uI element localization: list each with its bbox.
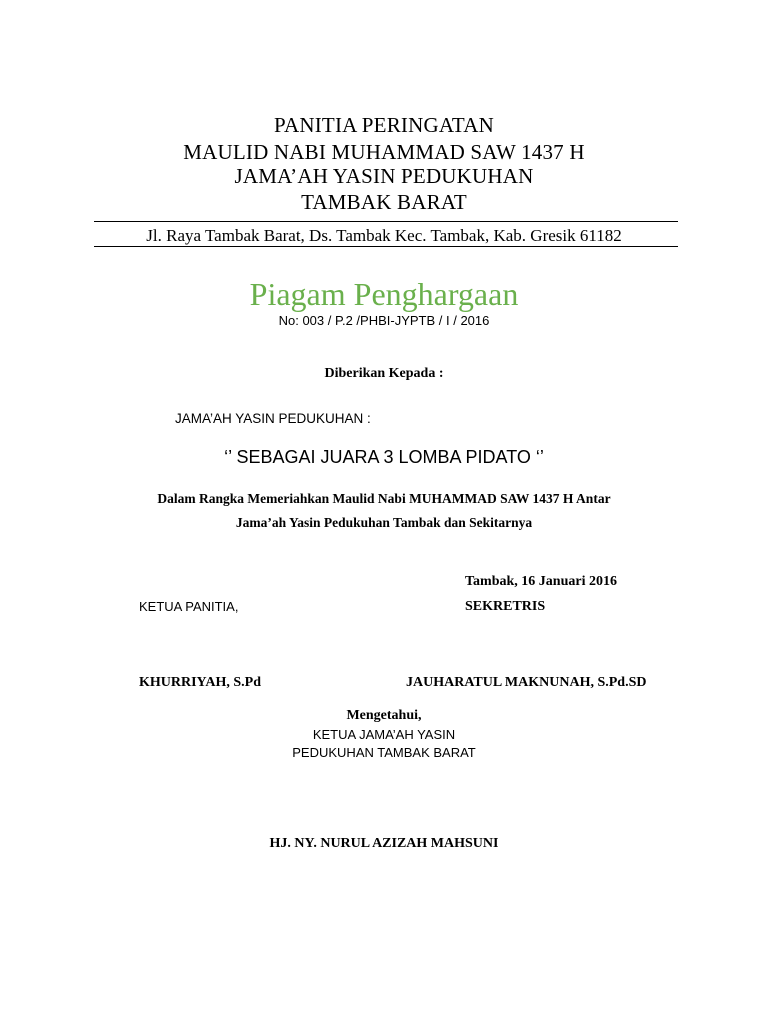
header-line-3: JAMA’AH YASIN PEDUKUHAN <box>234 164 534 188</box>
header-divider-top <box>94 221 678 222</box>
header-address: Jl. Raya Tambak Barat, Ds. Tambak Kec. Tambak, Kab. Gresik 61182 <box>146 226 622 245</box>
header-divider-bottom <box>94 246 678 247</box>
left-signatory-role: KETUA PANITIA, <box>139 599 239 614</box>
right-signatory-name: JAUHARATUL MAKNUNAH, S.Pd.SD <box>406 675 647 690</box>
header-line-4: TAMBAK BARAT <box>301 190 467 214</box>
given-to-label: Diberikan Kepada : <box>324 366 444 381</box>
acknowledged-role-line-1: KETUA JAMA’AH YASIN <box>312 727 456 742</box>
header-line-2: MAULID NABI MUHAMMAD SAW 1437 H <box>183 140 585 164</box>
achievement-text: ‘’ SEBAGAI JUARA 3 LOMBA PIDATO ‘’ <box>224 447 544 467</box>
acknowledged-role-line-2: PEDUKUHAN TAMBAK BARAT <box>292 745 476 760</box>
context-line-2: Jama’ah Yasin Pedukuhan Tambak dan Sekitarnya <box>235 515 533 530</box>
place-date: Tambak, 16 Januari 2016 <box>465 574 617 589</box>
left-signatory-name: KHURRIYAH, S.Pd <box>139 675 262 690</box>
acknowledged-name: HJ. NY. NURUL AZIZAH MAHSUNI <box>269 836 499 851</box>
certificate-title: Piagam Penghargaan <box>249 276 519 312</box>
header-line-1: PANITIA PERINGATAN <box>274 113 494 137</box>
acknowledged-label: Mengetahui, <box>346 708 422 723</box>
recipient-name: JAMA’AH YASIN PEDUKUHAN : <box>175 411 371 426</box>
right-signatory-role: SEKRETRIS <box>465 599 546 614</box>
context-line-1: Dalam Rangka Memeriahkan Maulid Nabi MUHAMMAD SAW 1437 H Antar <box>157 491 611 506</box>
certificate-number: No: 003 / P.2 /PHBI-JYPTB / I / 2016 <box>278 313 490 328</box>
